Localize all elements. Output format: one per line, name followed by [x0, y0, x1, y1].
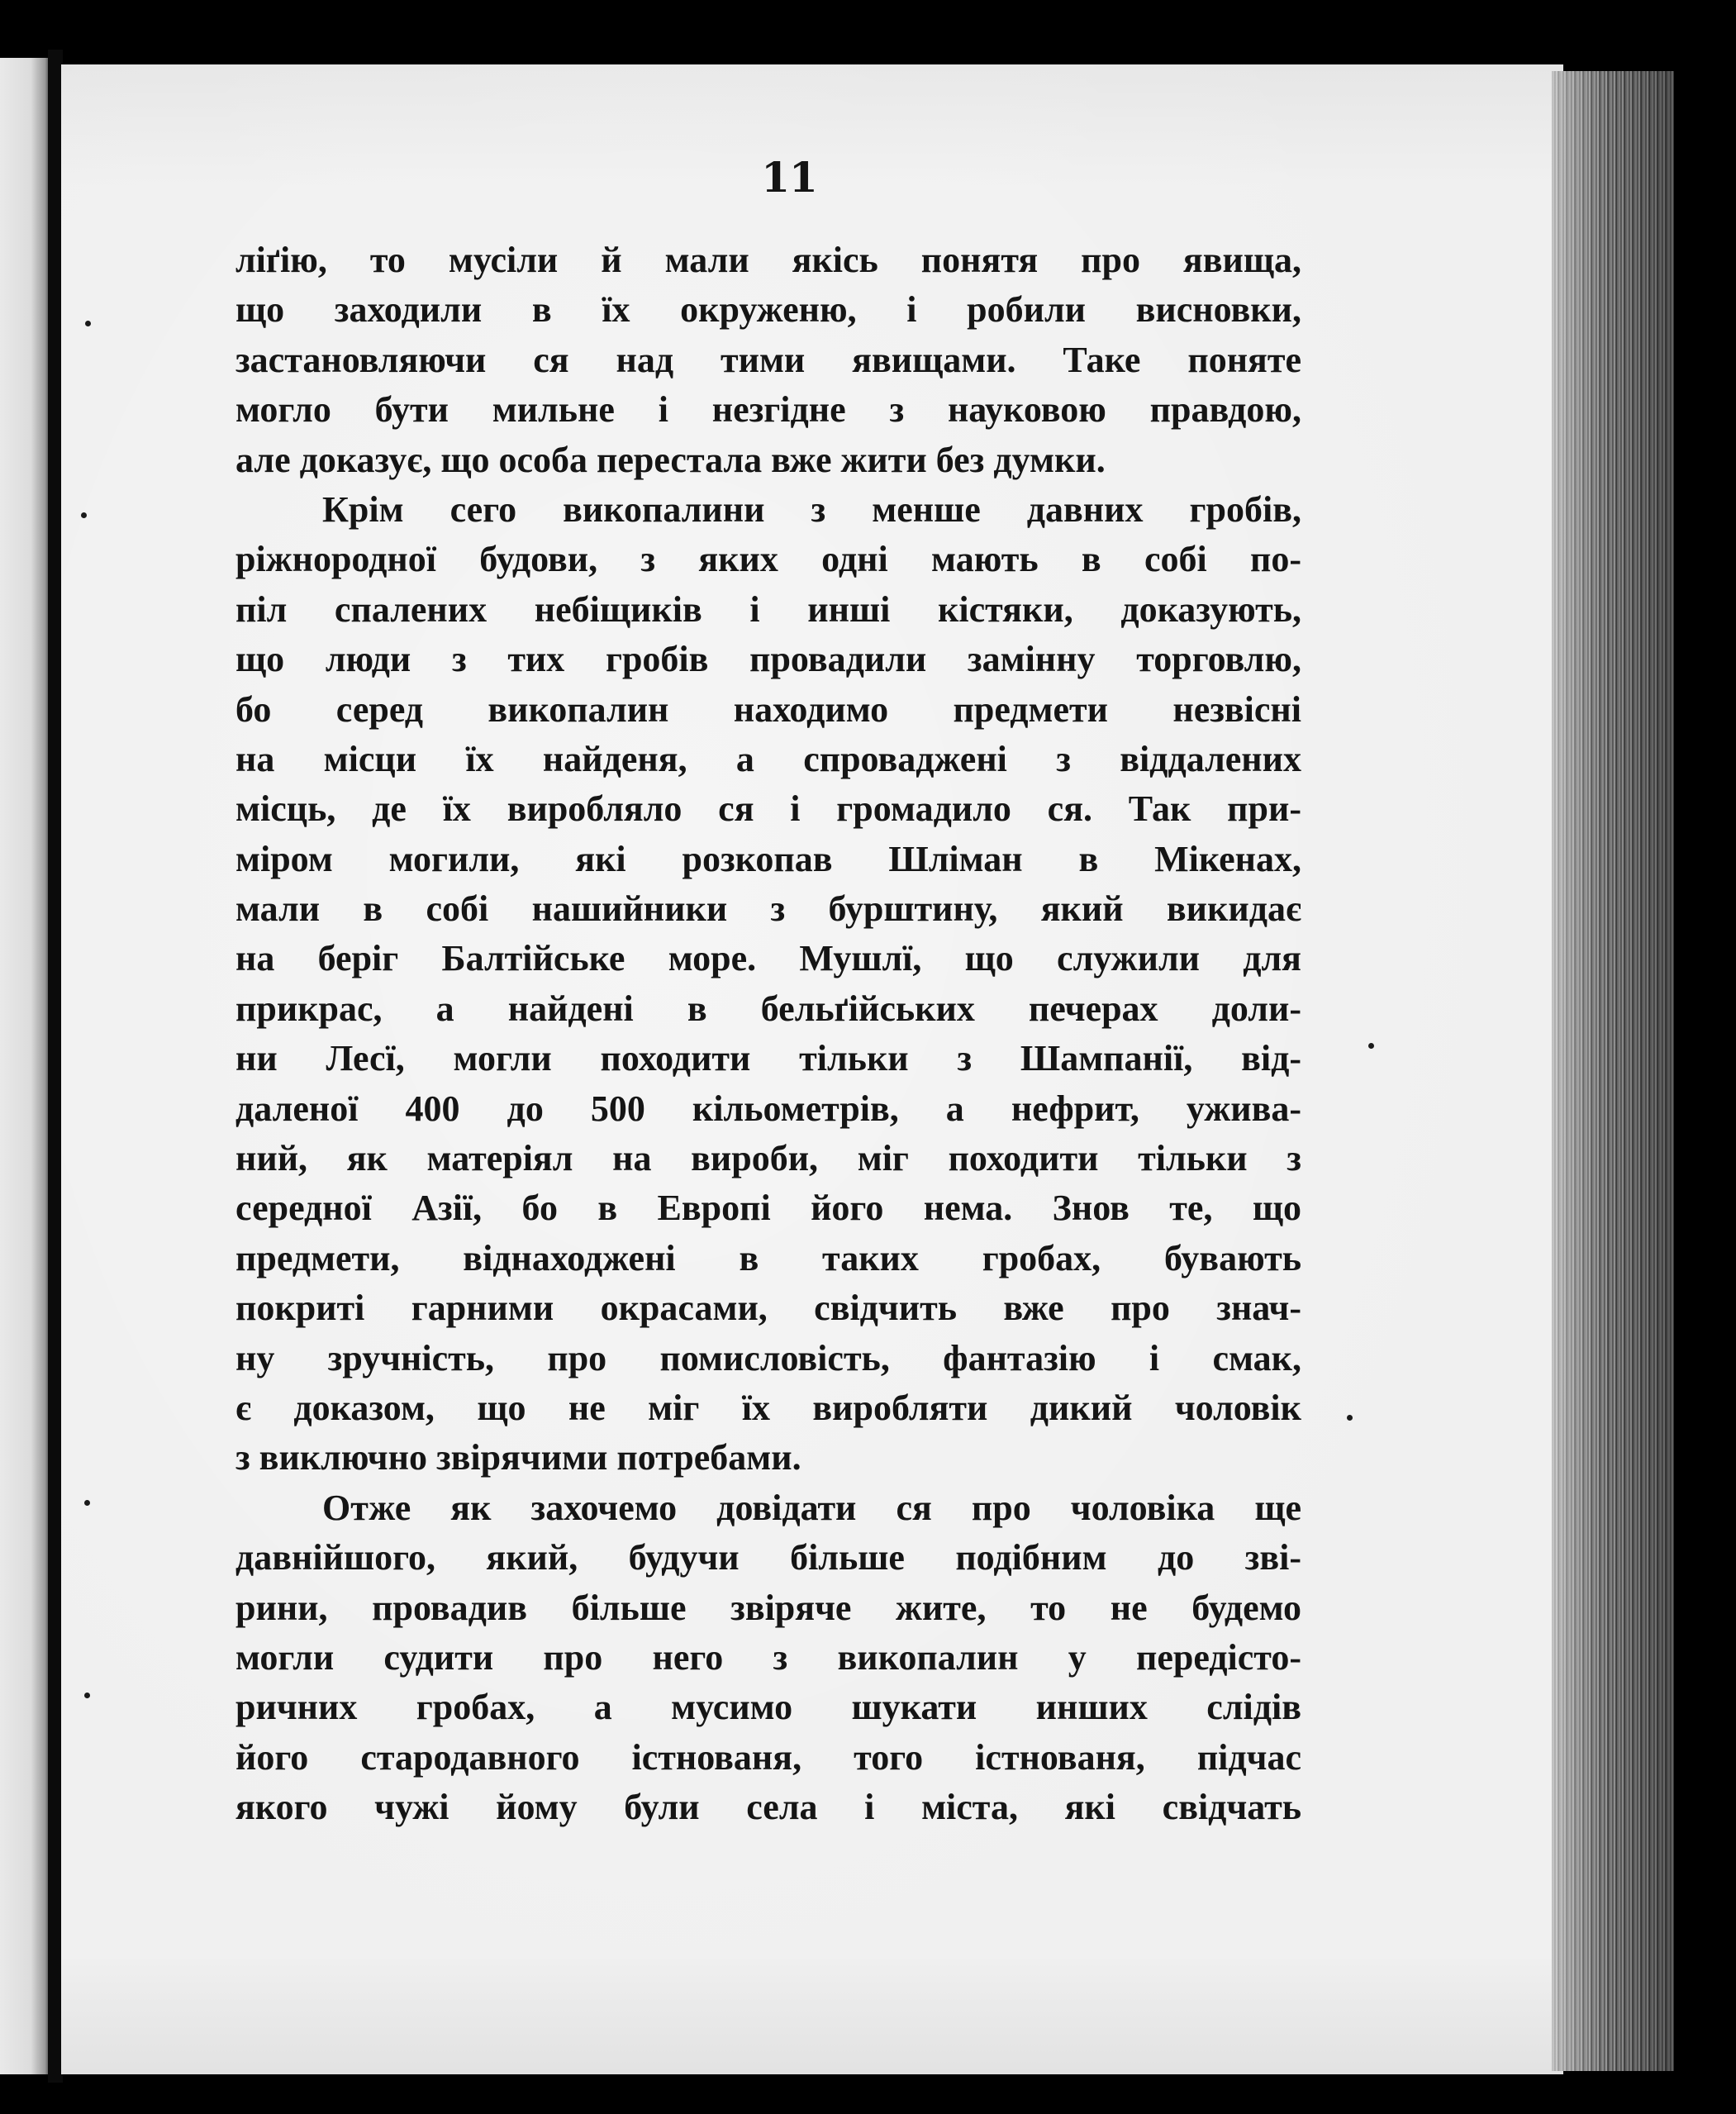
text-line: Отже як захочемо довідати ся про чоловіка ще [322, 1487, 1301, 1528]
text-line: ріжнородної будови, з яких одні мають в собі по- [235, 539, 1301, 580]
text-line: покриті гарними окрасами, свідчить вже про знач- [235, 1288, 1301, 1329]
text-line: ний, як матеріял на вироби, міг походити тільки з [235, 1138, 1301, 1179]
text-line: Крім сего викопалини з менше давних гробів, [322, 488, 1301, 530]
text-line: міром могили, які розкопав Шліман в Мікенах, [235, 838, 1301, 879]
text-line: бо серед викопалин находимо предмети незвісні [235, 688, 1301, 730]
scan-speck [1347, 1415, 1353, 1421]
text-line: його стародавного істнованя, того істнованя, підчас [235, 1736, 1301, 1778]
text-line: могли судити про него з викопалин у передісто- [235, 1636, 1301, 1678]
text-line: мали в собі нашийники з бурштину, який викидає [235, 888, 1301, 930]
text-line: що люди з тих гробів провадили замінну торговлю, [235, 639, 1301, 680]
text-line: рини, провадив більше звіряче жите, то не будемо [235, 1587, 1301, 1628]
text-line: предмети, віднаходжені в таких гробах, бувають [235, 1237, 1301, 1278]
text-line: лiґiю, то мусiли й мали якiсь понятя про явища, [235, 240, 1301, 280]
text-line: даленої 400 до 500 кільометрів, а нефрит, ужива- [235, 1088, 1301, 1129]
scan-speck [81, 512, 87, 518]
scan-speck [84, 1693, 90, 1698]
text-line: могло бути мильне і незгідне з науковою правдою, [235, 389, 1301, 431]
text-line: ричних гробах, а мусимо шукати инших слідів [235, 1687, 1301, 1728]
text-line: середної Азії, бо в Европі його нема. Знов те, що [235, 1188, 1301, 1229]
text-line: якого чужі йому були села і міста, які свідчать [235, 1787, 1301, 1828]
text-line: застановляючи ся над тими явищами. Таке поняте [235, 339, 1301, 380]
page-block-shade [1552, 71, 1674, 2071]
text-line: але доказує, що особа перестала вже жити без думки. [235, 439, 1106, 480]
text-line: є доказом, що не міг їх виробляти дикий чоловік [235, 1387, 1301, 1428]
text-line: на беріг Балтійське море. Мушлї, що служили для [235, 938, 1301, 979]
text-line: що заходили в їх окруженю, і робили висновки, [235, 289, 1301, 331]
scan-speck [1368, 1043, 1374, 1049]
scan-speck [85, 321, 91, 326]
text-line: ни Лесї, могли походити тільки з Шампанії, від- [235, 1038, 1301, 1079]
text-line: ну зручність, про помисловість, фантазію і смак, [235, 1337, 1301, 1378]
left-page-edge [0, 58, 51, 2074]
page-number: 11 [761, 153, 817, 202]
body-text [235, 236, 1301, 1833]
text-line: місць, де їх виробляло ся і громадило ся. Так при- [235, 788, 1301, 830]
text-line: на місци їх найденя, а спроваджені з віддалених [235, 738, 1301, 779]
scan-speck [84, 1500, 90, 1506]
text-line: піл спалених небіщиків і инші кістяки, доказують, [235, 588, 1301, 630]
scan-background-right [1674, 0, 1736, 2114]
text-line: прикрас, а найдені в бельґійських печерах доли- [235, 988, 1301, 1029]
text-line: з виключно звірячими потребами. [235, 1437, 801, 1478]
text-line: давнійшого, який, будучи більше подібним до зві- [235, 1537, 1301, 1578]
